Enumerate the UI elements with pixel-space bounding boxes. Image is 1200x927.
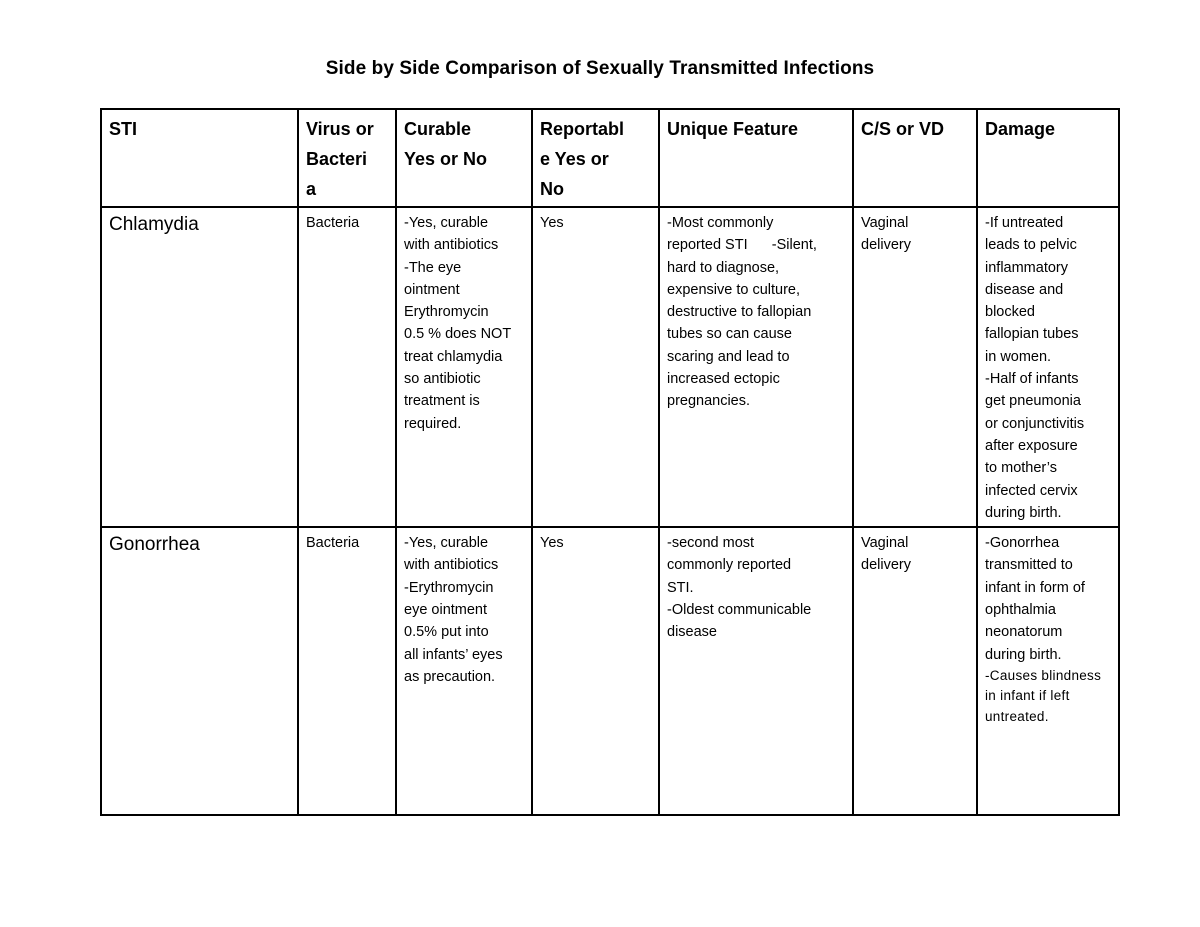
cell-line: or conjunctivitis <box>985 415 1085 432</box>
cell-line: get pneumonia <box>985 393 1081 410</box>
unique-feature-cell <box>659 527 853 815</box>
header-unique-feature <box>659 109 853 207</box>
damage-cell <box>977 527 1119 815</box>
header-line: Damage <box>985 119 1056 139</box>
table-row-gonorrhea <box>101 527 1119 815</box>
cell-line: transmitted to <box>985 557 1073 574</box>
reportable-cell: Yes <box>532 207 659 527</box>
virus-or-bacteria-cell: Bacteria <box>298 527 396 815</box>
virus-or-bacteria-cell: Bacteria <box>298 207 396 527</box>
damage-cell <box>977 207 1119 527</box>
cell-line: -Oldest communicable <box>667 602 812 619</box>
cell-line: -The eye <box>404 259 462 276</box>
document-title: Side by Side Comparison of Sexually Transmitted Infections <box>325 58 875 79</box>
header-line: Unique Feature <box>667 119 799 139</box>
cell-line: eye ointment <box>404 602 488 619</box>
cell-line: increased ectopic <box>667 371 780 388</box>
cell-line: to mother’s <box>985 460 1057 477</box>
header-line: C/S or VD <box>861 119 945 139</box>
curable-cell <box>396 527 532 815</box>
cell-line: -Causes blindness <box>985 667 1102 683</box>
cell-line: infected cervix <box>985 482 1078 499</box>
cell-line: 0.5 % does NOT <box>404 326 512 343</box>
cell-line: 0.5% put into <box>404 624 489 641</box>
cell-line: disease <box>667 624 717 641</box>
cell-line: -Half of infants <box>985 371 1079 388</box>
cell-line: during birth. <box>985 646 1062 663</box>
cell-line: STI. <box>667 579 694 596</box>
cell-line: Vaginal <box>861 215 909 231</box>
header-line: Virus or <box>306 119 374 139</box>
cell-line: ointment <box>404 281 460 298</box>
unique-feature-cell <box>659 207 853 527</box>
header-line: Reportabl <box>540 119 625 139</box>
cell-line: all infants’ eyes <box>404 646 503 663</box>
cell-line: treatment is <box>404 393 480 410</box>
cell-line: tubes so can cause <box>667 326 792 343</box>
header-line: Curable <box>404 119 472 139</box>
header-virus-or-bacteria <box>298 109 396 207</box>
cell-line: leads to pelvic <box>985 237 1077 254</box>
cell-line: as precaution. <box>404 668 496 685</box>
curable-cell <box>396 207 532 527</box>
cell-line: blocked <box>985 304 1035 321</box>
cell-line: pregnancies. <box>667 393 751 410</box>
cell-line: reported STI -Silent, <box>667 237 817 254</box>
cell-line: delivery <box>861 237 911 254</box>
cell-line: ophthalmia <box>985 602 1056 619</box>
cell-line: delivery <box>861 557 911 574</box>
cell-line: -Yes, curable <box>404 535 489 552</box>
cell-line: infant in form of <box>985 579 1085 596</box>
header-line: a <box>306 179 317 199</box>
cell-line: -Erythromycin <box>404 579 494 596</box>
header-damage <box>977 109 1119 207</box>
cell-line: with antibiotics <box>404 237 499 254</box>
reportable-cell: Yes <box>532 527 659 815</box>
header-line: No <box>540 179 564 199</box>
table-row-chlamydia <box>101 207 1119 527</box>
header-reportable <box>532 109 659 207</box>
header-sti <box>101 109 298 207</box>
cell-line: fallopian tubes <box>985 326 1079 343</box>
cell-line: -If untreated <box>985 215 1064 231</box>
cell-line: -second most <box>667 535 755 552</box>
header-line: Bacteri <box>306 149 368 169</box>
header-cs-or-vd <box>853 109 977 207</box>
header-line: Yes or No <box>404 149 488 169</box>
cell-line: hard to diagnose, <box>667 259 780 276</box>
cell-line: in women. <box>985 348 1052 365</box>
cell-line: destructive to fallopian <box>667 304 812 321</box>
header-line: e Yes or <box>540 149 609 169</box>
cell-line: treat chlamydia <box>404 348 503 365</box>
sti-name-cell: Chlamydia <box>101 207 298 527</box>
cell-line: during birth. <box>985 504 1062 521</box>
header-curable <box>396 109 532 207</box>
cell-line: scaring and lead to <box>667 348 790 365</box>
cell-line: disease and <box>985 281 1064 298</box>
cell-line: in infant if left <box>985 688 1070 704</box>
cell-line: -Gonorrhea <box>985 535 1060 552</box>
cell-line: required. <box>404 415 462 432</box>
cell-line: expensive to culture, <box>667 281 800 298</box>
cell-line: after exposure <box>985 437 1078 454</box>
sti-comparison-table <box>100 108 1120 816</box>
header-line: STI <box>109 119 138 139</box>
cell-line: neonatorum <box>985 624 1063 641</box>
cell-line: with antibiotics <box>404 557 499 574</box>
cell-line: inflammatory <box>985 259 1068 276</box>
cs-or-vd-cell <box>853 207 977 527</box>
cell-line: untreated. <box>985 708 1049 724</box>
cell-line: -Yes, curable <box>404 215 489 231</box>
sti-name-cell: Gonorrhea <box>101 527 298 815</box>
table-header-row <box>101 109 1119 207</box>
cell-line: Vaginal <box>861 535 909 552</box>
cell-line: -Most commonly <box>667 215 774 231</box>
cs-or-vd-cell <box>853 527 977 815</box>
cell-line: so antibiotic <box>404 371 481 388</box>
cell-line: Erythromycin <box>404 304 489 321</box>
cell-line: commonly reported <box>667 557 792 574</box>
